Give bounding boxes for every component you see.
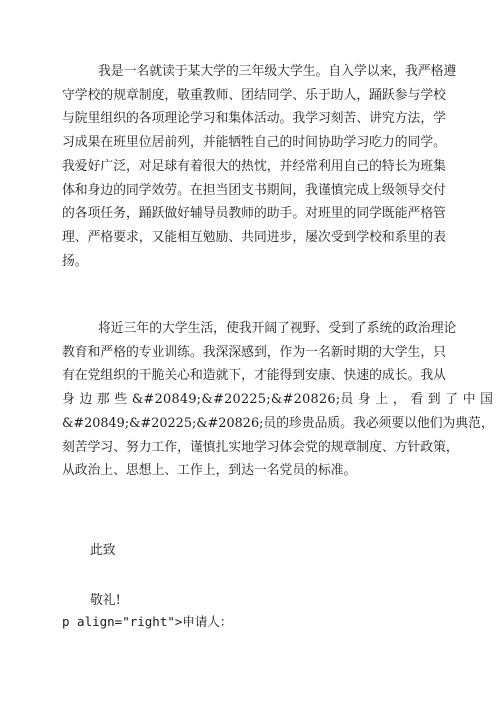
paragraph-college-life [62, 317, 494, 483]
text-line: 从政治上、思想上、工作上，到达一名党员的标准。 [62, 463, 357, 479]
closing-line: 此致 [90, 543, 116, 558]
text-line: 我爱好广泛，对足球有着很大的热忱，并经常利用自己的特长为班集 [62, 158, 446, 174]
text-line: 体和身边的同学效劳。在担当团支书期间，我谨慎完成上级领导交付 [62, 182, 446, 198]
text-line: 习成果在班里位居前列，并能牺牲自己的时间协助学习吃力的同学。 [62, 135, 446, 151]
text-line: 守学校的规章制度，敬重教师、团结同学、乐于助人，踊跃参与学校 [62, 87, 446, 103]
text-line: 的各项任务，踊跃做好辅导员教师的助手。对班里的同学既能严格管 [62, 206, 446, 222]
text-line: 扬。 [62, 253, 88, 269]
paragraph-self-introduction [62, 60, 457, 273]
applicant-line: p align="right">申请人： [62, 614, 233, 629]
text-line: 身 边 那 些 &#20849;&#20225;&#20826;员 身 上 ， 看 到 了 中 国 [62, 392, 494, 408]
salutation-line: 敬礼! [90, 593, 121, 608]
text-line: &#20849;&#20225;&#20826;员的珍贵品质。我必须要以他们为典范， [62, 415, 494, 431]
text-line: 与院里组织的各项理论学习和集体活动。我学习刻苦、讲究方法，学 [62, 111, 446, 127]
text-line: 我是一名就读于某大学的三年级大学生。自入学以来，我严格遵 [98, 64, 457, 79]
text-line: 理、严格要求，又能相互勉励、共同进步，屡次受到学校和系里的表 [62, 229, 446, 245]
text-line: 刻苦学习、努力工作，谨慎扎实地学习体会党的规章制度、方针政策， [62, 439, 459, 455]
text-line: 教育和严格的专业训练。我深深感到，作为一名新时期的大学生，只 [62, 344, 446, 360]
text-line: 有在党组织的干脆关心和造就下，才能得到安康、快速的成长。我从 [62, 368, 446, 384]
text-line: 将近三年的大学生活，使我开阔了视野、受到了系统的政治理论 [98, 321, 457, 336]
